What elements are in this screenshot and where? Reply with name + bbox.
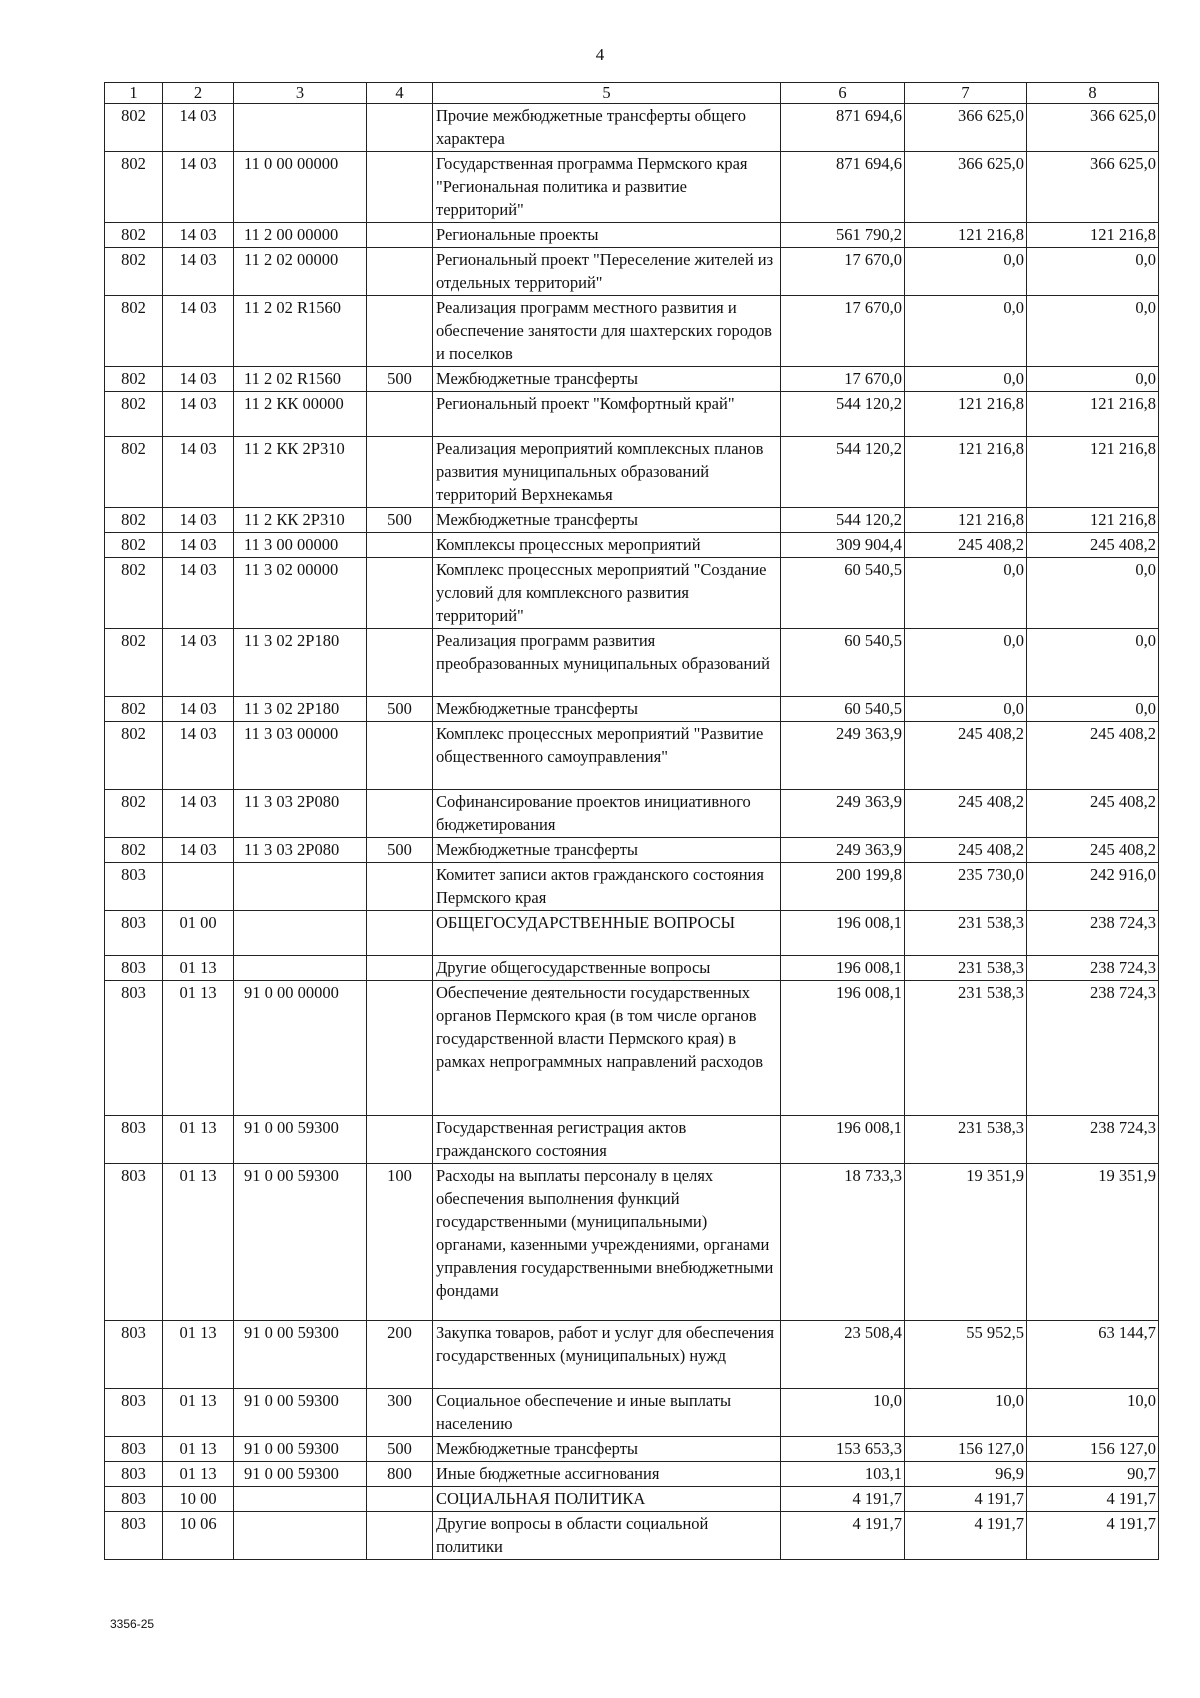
cell-amount-col6: 18 733,3: [781, 1164, 905, 1321]
budget-table: [104, 82, 1159, 1560]
cell-section-code: 14 03: [163, 558, 234, 629]
cell-expense-type: 500: [367, 697, 433, 722]
table-row: [105, 1321, 1159, 1389]
cell-amount-col6: 249 363,9: [781, 722, 905, 790]
cell-expense-type: [367, 248, 433, 296]
cell-amount-col7: 4 191,7: [905, 1512, 1027, 1560]
cell-admin-code: 803: [105, 863, 163, 911]
table-row: [105, 863, 1159, 911]
cell-section-code: 14 03: [163, 508, 234, 533]
cell-amount-col6: 23 508,4: [781, 1321, 905, 1389]
cell-section-code: 14 03: [163, 437, 234, 508]
cell-target-article: 91 0 00 59300: [234, 1389, 367, 1437]
cell-section-code: 14 03: [163, 392, 234, 437]
cell-admin-code: 802: [105, 533, 163, 558]
cell-target-article: [234, 863, 367, 911]
cell-amount-col6: 17 670,0: [781, 296, 905, 367]
cell-amount-col7: 0,0: [905, 629, 1027, 697]
cell-section-code: 14 03: [163, 697, 234, 722]
table-row: [105, 367, 1159, 392]
cell-description: Закупка товаров, работ и услуг для обеспечения государственных (муниципальных) нужд: [433, 1321, 781, 1389]
cell-target-article: [234, 956, 367, 981]
cell-amount-col7: 245 408,2: [905, 790, 1027, 838]
cell-target-article: 11 2 КК 2Р310: [234, 508, 367, 533]
table-row: [105, 981, 1159, 1116]
cell-amount-col7: 0,0: [905, 248, 1027, 296]
cell-amount-col8: 0,0: [1027, 296, 1159, 367]
cell-expense-type: [367, 152, 433, 223]
cell-description: Обеспечение деятельности государственных органов Пермского края (в том числе органов государственной власти Пермского края) в рамках непрограммных направлений расходов: [433, 981, 781, 1116]
cell-description: Государственная программа Пермского края "Региональная политика и развитие территорий": [433, 152, 781, 223]
cell-expense-type: [367, 1116, 433, 1164]
cell-target-article: 11 3 03 00000: [234, 722, 367, 790]
cell-target-article: 91 0 00 59300: [234, 1437, 367, 1462]
cell-amount-col8: 0,0: [1027, 558, 1159, 629]
cell-section-code: 14 03: [163, 367, 234, 392]
cell-admin-code: 802: [105, 296, 163, 367]
cell-amount-col7: 366 625,0: [905, 104, 1027, 152]
cell-expense-type: [367, 629, 433, 697]
cell-description: Другие общегосударственные вопросы: [433, 956, 781, 981]
cell-amount-col7: 10,0: [905, 1389, 1027, 1437]
cell-amount-col6: 196 008,1: [781, 956, 905, 981]
table-row: [105, 1437, 1159, 1462]
cell-description: СОЦИАЛЬНАЯ ПОЛИТИКА: [433, 1487, 781, 1512]
cell-description: Региональные проекты: [433, 223, 781, 248]
cell-amount-col7: 0,0: [905, 367, 1027, 392]
cell-expense-type: [367, 437, 433, 508]
cell-description: Региональный проект "Комфортный край": [433, 392, 781, 437]
cell-amount-col7: 231 538,3: [905, 1116, 1027, 1164]
cell-target-article: 91 0 00 59300: [234, 1462, 367, 1487]
header-row: [105, 83, 1159, 104]
cell-amount-col8: 10,0: [1027, 1389, 1159, 1437]
cell-amount-col8: 238 724,3: [1027, 956, 1159, 981]
cell-amount-col6: 4 191,7: [781, 1512, 905, 1560]
cell-target-article: 91 0 00 59300: [234, 1164, 367, 1321]
table-row: [105, 790, 1159, 838]
cell-target-article: 11 2 КК 00000: [234, 392, 367, 437]
cell-section-code: 14 03: [163, 223, 234, 248]
cell-admin-code: 802: [105, 367, 163, 392]
cell-amount-col6: 60 540,5: [781, 558, 905, 629]
table-row: [105, 508, 1159, 533]
table-row: [105, 392, 1159, 437]
cell-amount-col6: 544 120,2: [781, 508, 905, 533]
cell-amount-col8: 156 127,0: [1027, 1437, 1159, 1462]
cell-expense-type: [367, 223, 433, 248]
cell-target-article: 91 0 00 59300: [234, 1116, 367, 1164]
cell-admin-code: 802: [105, 104, 163, 152]
cell-admin-code: 802: [105, 248, 163, 296]
cell-target-article: 11 0 00 00000: [234, 152, 367, 223]
cell-expense-type: [367, 1487, 433, 1512]
cell-amount-col6: 10,0: [781, 1389, 905, 1437]
cell-amount-col6: 544 120,2: [781, 437, 905, 508]
cell-section-code: 14 03: [163, 838, 234, 863]
cell-section-code: 14 03: [163, 248, 234, 296]
cell-admin-code: 803: [105, 1487, 163, 1512]
table-row: [105, 437, 1159, 508]
table-row: [105, 152, 1159, 223]
cell-section-code: 01 13: [163, 1164, 234, 1321]
cell-section-code: 01 13: [163, 1462, 234, 1487]
cell-amount-col6: 153 653,3: [781, 1437, 905, 1462]
table-row: [105, 911, 1159, 956]
cell-amount-col7: 0,0: [905, 697, 1027, 722]
table-row: [105, 223, 1159, 248]
cell-amount-col8: 121 216,8: [1027, 392, 1159, 437]
table-row: [105, 1164, 1159, 1321]
cell-admin-code: 802: [105, 437, 163, 508]
cell-admin-code: 802: [105, 697, 163, 722]
table-row: [105, 1462, 1159, 1487]
cell-amount-col6: 17 670,0: [781, 367, 905, 392]
cell-expense-type: 100: [367, 1164, 433, 1321]
cell-amount-col8: 366 625,0: [1027, 104, 1159, 152]
cell-target-article: [234, 1487, 367, 1512]
cell-section-code: 01 13: [163, 1321, 234, 1389]
cell-expense-type: [367, 981, 433, 1116]
cell-amount-col8: 238 724,3: [1027, 911, 1159, 956]
cell-admin-code: 802: [105, 558, 163, 629]
cell-amount-col7: 121 216,8: [905, 508, 1027, 533]
cell-description: Другие вопросы в области социальной политики: [433, 1512, 781, 1560]
table-row: [105, 629, 1159, 697]
cell-expense-type: [367, 911, 433, 956]
cell-section-code: 14 03: [163, 722, 234, 790]
cell-expense-type: 200: [367, 1321, 433, 1389]
column-header: 6: [781, 83, 905, 104]
cell-expense-type: 500: [367, 367, 433, 392]
cell-admin-code: 802: [105, 838, 163, 863]
cell-amount-col6: 249 363,9: [781, 838, 905, 863]
cell-description: Прочие межбюджетные трансферты общего характера: [433, 104, 781, 152]
cell-target-article: 11 3 02 2Р180: [234, 697, 367, 722]
cell-target-article: 11 3 03 2Р080: [234, 790, 367, 838]
cell-amount-col8: 121 216,8: [1027, 437, 1159, 508]
table-row: [105, 697, 1159, 722]
cell-description: Комплекс процессных мероприятий "Создание условий для комплексного развития территорий": [433, 558, 781, 629]
cell-admin-code: 803: [105, 1437, 163, 1462]
cell-amount-col6: 871 694,6: [781, 152, 905, 223]
cell-amount-col7: 156 127,0: [905, 1437, 1027, 1462]
cell-amount-col8: 19 351,9: [1027, 1164, 1159, 1321]
cell-expense-type: 800: [367, 1462, 433, 1487]
cell-amount-col8: 0,0: [1027, 367, 1159, 392]
cell-description: Социальное обеспечение и иные выплаты населению: [433, 1389, 781, 1437]
cell-target-article: 11 2 00 00000: [234, 223, 367, 248]
cell-amount-col8: 4 191,7: [1027, 1487, 1159, 1512]
cell-section-code: 01 13: [163, 1116, 234, 1164]
cell-amount-col6: 309 904,4: [781, 533, 905, 558]
cell-amount-col8: 366 625,0: [1027, 152, 1159, 223]
cell-section-code: 01 00: [163, 911, 234, 956]
cell-target-article: 11 3 00 00000: [234, 533, 367, 558]
column-header: 4: [367, 83, 433, 104]
cell-amount-col6: 103,1: [781, 1462, 905, 1487]
cell-amount-col8: 0,0: [1027, 697, 1159, 722]
cell-admin-code: 802: [105, 392, 163, 437]
cell-admin-code: 802: [105, 722, 163, 790]
cell-amount-col8: 238 724,3: [1027, 981, 1159, 1116]
cell-admin-code: 803: [105, 956, 163, 981]
cell-target-article: 91 0 00 00000: [234, 981, 367, 1116]
cell-admin-code: 803: [105, 1164, 163, 1321]
cell-section-code: 01 13: [163, 956, 234, 981]
cell-amount-col7: 121 216,8: [905, 392, 1027, 437]
cell-section-code: 01 13: [163, 981, 234, 1116]
cell-admin-code: 802: [105, 508, 163, 533]
cell-description: Межбюджетные трансферты: [433, 367, 781, 392]
document-code: 3356-25: [110, 1617, 155, 1631]
cell-section-code: 14 03: [163, 533, 234, 558]
cell-section-code: 14 03: [163, 296, 234, 367]
cell-target-article: [234, 911, 367, 956]
cell-section-code: 14 03: [163, 104, 234, 152]
cell-amount-col8: 245 408,2: [1027, 838, 1159, 863]
cell-amount-col6: 561 790,2: [781, 223, 905, 248]
cell-target-article: [234, 104, 367, 152]
cell-target-article: 11 2 КК 2Р310: [234, 437, 367, 508]
cell-amount-col6: 196 008,1: [781, 981, 905, 1116]
cell-admin-code: 802: [105, 152, 163, 223]
cell-target-article: 11 2 02 00000: [234, 248, 367, 296]
cell-target-article: 11 2 02 R1560: [234, 296, 367, 367]
cell-amount-col7: 231 538,3: [905, 956, 1027, 981]
cell-admin-code: 802: [105, 629, 163, 697]
cell-expense-type: [367, 533, 433, 558]
cell-description: Софинансирование проектов инициативного бюджетирования: [433, 790, 781, 838]
cell-admin-code: 803: [105, 1389, 163, 1437]
cell-amount-col7: 245 408,2: [905, 533, 1027, 558]
cell-target-article: 11 3 02 00000: [234, 558, 367, 629]
column-header: 8: [1027, 83, 1159, 104]
cell-description: Межбюджетные трансферты: [433, 838, 781, 863]
cell-amount-col7: 121 216,8: [905, 223, 1027, 248]
table-row: [105, 838, 1159, 863]
cell-amount-col6: 249 363,9: [781, 790, 905, 838]
cell-target-article: 11 2 02 R1560: [234, 367, 367, 392]
cell-expense-type: 500: [367, 508, 433, 533]
column-header: 1: [105, 83, 163, 104]
column-header: 2: [163, 83, 234, 104]
table-row: [105, 248, 1159, 296]
cell-amount-col6: 4 191,7: [781, 1487, 905, 1512]
cell-admin-code: 802: [105, 223, 163, 248]
cell-expense-type: [367, 956, 433, 981]
cell-amount-col6: 60 540,5: [781, 697, 905, 722]
cell-amount-col8: 90,7: [1027, 1462, 1159, 1487]
cell-amount-col7: 0,0: [905, 296, 1027, 367]
cell-section-code: 01 13: [163, 1389, 234, 1437]
cell-amount-col7: 235 730,0: [905, 863, 1027, 911]
table-row: [105, 1389, 1159, 1437]
cell-admin-code: 802: [105, 790, 163, 838]
cell-description: Комплексы процессных мероприятий: [433, 533, 781, 558]
cell-expense-type: [367, 392, 433, 437]
cell-amount-col8: 63 144,7: [1027, 1321, 1159, 1389]
column-header: 5: [433, 83, 781, 104]
cell-amount-col6: 17 670,0: [781, 248, 905, 296]
cell-description: Межбюджетные трансферты: [433, 508, 781, 533]
cell-admin-code: 803: [105, 1512, 163, 1560]
cell-amount-col7: 245 408,2: [905, 838, 1027, 863]
cell-amount-col6: 196 008,1: [781, 1116, 905, 1164]
cell-section-code: 10 00: [163, 1487, 234, 1512]
cell-amount-col7: 231 538,3: [905, 911, 1027, 956]
cell-description: Региональный проект "Переселение жителей из отдельных территорий": [433, 248, 781, 296]
cell-description: Межбюджетные трансферты: [433, 697, 781, 722]
cell-amount-col8: 0,0: [1027, 629, 1159, 697]
cell-description: Реализация программ местного развития и обеспечение занятости для шахтерских городов и поселков: [433, 296, 781, 367]
cell-expense-type: [367, 558, 433, 629]
table-row: [105, 722, 1159, 790]
cell-section-code: 14 03: [163, 629, 234, 697]
cell-section-code: [163, 863, 234, 911]
cell-amount-col7: 96,9: [905, 1462, 1027, 1487]
cell-admin-code: 803: [105, 911, 163, 956]
cell-target-article: 91 0 00 59300: [234, 1321, 367, 1389]
cell-amount-col8: 121 216,8: [1027, 223, 1159, 248]
column-header: 3: [234, 83, 367, 104]
cell-section-code: 10 06: [163, 1512, 234, 1560]
cell-description: Расходы на выплаты персоналу в целях обеспечения выполнения функций государственными (муниципальными) органами, казенными учреждениями, органами управления государственными внебюджетными фондами: [433, 1164, 781, 1321]
cell-expense-type: [367, 790, 433, 838]
cell-amount-col6: 196 008,1: [781, 911, 905, 956]
cell-amount-col6: 544 120,2: [781, 392, 905, 437]
table-row: [105, 558, 1159, 629]
cell-admin-code: 803: [105, 1462, 163, 1487]
cell-expense-type: [367, 296, 433, 367]
cell-amount-col8: 242 916,0: [1027, 863, 1159, 911]
cell-amount-col7: 0,0: [905, 558, 1027, 629]
cell-admin-code: 803: [105, 1116, 163, 1164]
cell-amount-col7: 4 191,7: [905, 1487, 1027, 1512]
cell-amount-col7: 245 408,2: [905, 722, 1027, 790]
cell-target-article: [234, 1512, 367, 1560]
table-row: [105, 296, 1159, 367]
cell-description: Государственная регистрация актов гражданского состояния: [433, 1116, 781, 1164]
cell-description: Иные бюджетные ассигнования: [433, 1462, 781, 1487]
page-number: 4: [595, 45, 605, 64]
table-row: [105, 1487, 1159, 1512]
cell-expense-type: 300: [367, 1389, 433, 1437]
table-row: [105, 956, 1159, 981]
cell-expense-type: 500: [367, 1437, 433, 1462]
cell-section-code: 01 13: [163, 1437, 234, 1462]
cell-description: Реализация мероприятий комплексных планов развития муниципальных образований территорий Верхнекамья: [433, 437, 781, 508]
table-row: [105, 104, 1159, 152]
cell-description: Комплекс процессных мероприятий "Развитие общественного самоуправления": [433, 722, 781, 790]
cell-section-code: 14 03: [163, 152, 234, 223]
cell-expense-type: [367, 104, 433, 152]
cell-description: Реализация программ развития преобразованных муниципальных образований: [433, 629, 781, 697]
cell-admin-code: 803: [105, 981, 163, 1116]
cell-amount-col8: 245 408,2: [1027, 722, 1159, 790]
cell-expense-type: [367, 1512, 433, 1560]
table-row: [105, 1116, 1159, 1164]
cell-admin-code: 803: [105, 1321, 163, 1389]
cell-amount-col7: 121 216,8: [905, 437, 1027, 508]
cell-description: Комитет записи актов гражданского состояния Пермского края: [433, 863, 781, 911]
table-row: [105, 1512, 1159, 1560]
cell-expense-type: [367, 722, 433, 790]
cell-target-article: 11 3 03 2Р080: [234, 838, 367, 863]
cell-amount-col7: 55 952,5: [905, 1321, 1027, 1389]
cell-amount-col8: 0,0: [1027, 248, 1159, 296]
cell-amount-col6: 871 694,6: [781, 104, 905, 152]
cell-description: ОБЩЕГОСУДАРСТВЕННЫЕ ВОПРОСЫ: [433, 911, 781, 956]
cell-section-code: 14 03: [163, 790, 234, 838]
cell-amount-col6: 60 540,5: [781, 629, 905, 697]
cell-expense-type: [367, 863, 433, 911]
cell-amount-col7: 366 625,0: [905, 152, 1027, 223]
cell-amount-col8: 238 724,3: [1027, 1116, 1159, 1164]
cell-amount-col7: 19 351,9: [905, 1164, 1027, 1321]
cell-amount-col7: 231 538,3: [905, 981, 1027, 1116]
column-header: 7: [905, 83, 1027, 104]
cell-amount-col8: 4 191,7: [1027, 1512, 1159, 1560]
cell-amount-col8: 245 408,2: [1027, 790, 1159, 838]
cell-amount-col6: 200 199,8: [781, 863, 905, 911]
table-row: [105, 533, 1159, 558]
cell-amount-col8: 245 408,2: [1027, 533, 1159, 558]
cell-amount-col8: 121 216,8: [1027, 508, 1159, 533]
cell-expense-type: 500: [367, 838, 433, 863]
cell-description: Межбюджетные трансферты: [433, 1437, 781, 1462]
cell-target-article: 11 3 02 2Р180: [234, 629, 367, 697]
